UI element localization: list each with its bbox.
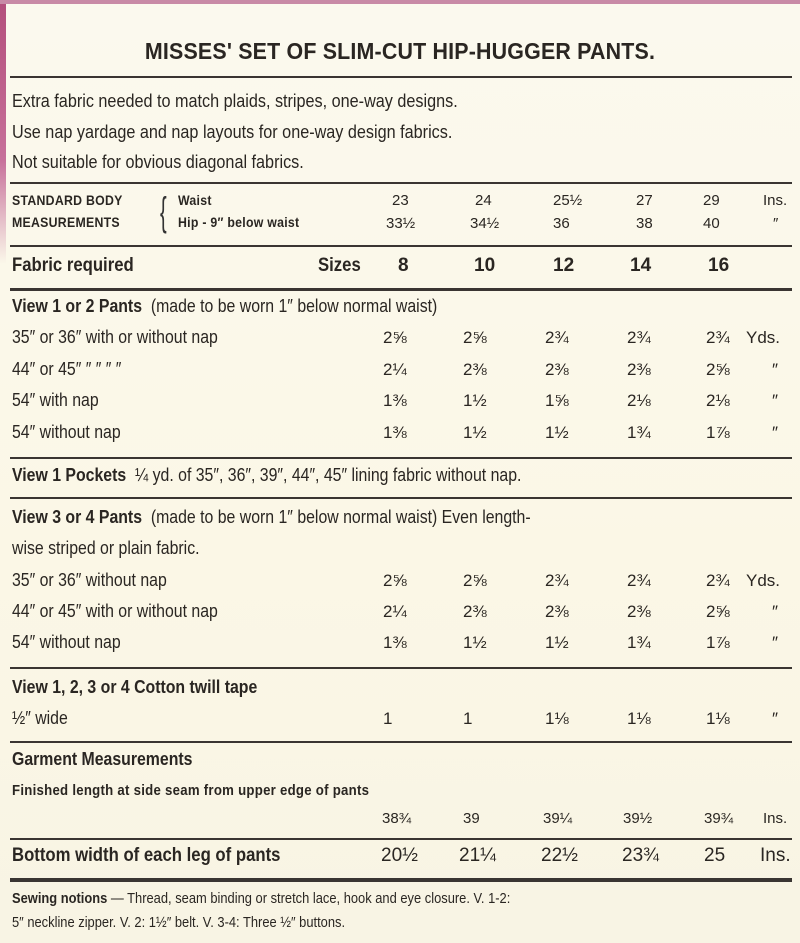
view12-r1-s8: 2⅝ <box>383 328 407 347</box>
view12-row-3-label: 54″ with nap <box>12 390 99 410</box>
view12-r2-s16: 2⅝ <box>706 360 730 379</box>
view12-r4-s8: 1⅜ <box>383 423 407 442</box>
notions-label: Sewing notions <box>12 890 108 907</box>
hip-size-14: 38 <box>636 215 653 232</box>
divider <box>10 838 792 840</box>
waist-size-12: 25½ <box>553 192 583 209</box>
view34-r3-s14: 1¾ <box>627 633 651 652</box>
fabric-required-label: Fabric required <box>12 255 134 276</box>
view34-r3-s16: 1⅞ <box>706 633 730 652</box>
hip-size-16: 40 <box>703 215 720 232</box>
twill-s12: 1⅛ <box>545 709 569 728</box>
view34-r2-s10: 2⅜ <box>463 602 487 621</box>
view34-r2-s14: 2⅜ <box>627 602 651 621</box>
view34-row-1-label: 35″ or 36″ without nap <box>12 570 167 590</box>
bottom-s8: 20½ <box>381 845 418 866</box>
bottom-width-label: Bottom width of each leg of pants <box>12 845 281 866</box>
view34-r2-s12: 2⅜ <box>545 602 569 621</box>
view12-row-4-label: 54″ without nap <box>12 422 121 442</box>
view34-r1-unit: Yds. <box>746 571 781 590</box>
sizes-label: Sizes <box>318 255 361 276</box>
view34-r3-s10: 1½ <box>463 633 487 652</box>
twill-s16: 1⅛ <box>706 709 730 728</box>
pockets-heading: View 1 Pockets <box>12 465 127 485</box>
view12-r3-s16: 2⅛ <box>706 391 730 410</box>
view34-note: (made to be worn 1″ below normal waist) Even length- <box>150 507 531 527</box>
twill-heading: View 1, 2, 3 or 4 Cotton twill tape <box>12 677 258 697</box>
hip-unit: ″ <box>773 215 779 232</box>
notions-line-2: 5″ neckline zipper. V. 2: 1½″ belt. V. 3-4: Three ½″ buttons. <box>12 914 346 931</box>
view12-row-2-label: 44″ or 45″ ″ ″ ″ ″ <box>12 359 122 379</box>
size-8: 8 <box>398 255 409 276</box>
brace-glyph: { <box>160 190 167 234</box>
view12-r1-s16: 2¾ <box>706 328 730 347</box>
view12-r2-s10: 2⅜ <box>463 360 487 379</box>
view12-r1-s10: 2⅝ <box>463 328 487 347</box>
bottom-s16: 25 <box>704 845 726 866</box>
view12-r1-s12: 2¾ <box>545 328 569 347</box>
garment-heading: Garment Measurements <box>12 749 193 769</box>
size-16: 16 <box>708 255 730 276</box>
divider <box>10 182 792 184</box>
twill-unit: ″ <box>772 709 779 728</box>
length-s16: 39¾ <box>704 810 734 827</box>
view12-r1-unit: Yds. <box>746 328 781 347</box>
bottom-unit: Ins. <box>760 845 791 866</box>
waist-label: Waist <box>178 192 212 208</box>
view34-r2-s16: 2⅝ <box>706 602 730 621</box>
hip-size-10: 34½ <box>470 215 500 232</box>
view12-r4-unit: ″ <box>772 423 779 442</box>
view34-r2-s8: 2¼ <box>383 602 407 621</box>
view12-r3-s12: 1⅝ <box>545 391 569 410</box>
notions-text-1: — Thread, seam binding or stretch lace, hook and eye closure. V. 1-2: <box>107 890 511 907</box>
notions-line-1 <box>12 890 591 907</box>
divider <box>10 497 792 499</box>
divider <box>10 76 792 78</box>
view12-r2-s8: 2¼ <box>383 360 407 379</box>
view12-r3-s10: 1½ <box>463 391 487 410</box>
length-s14: 39½ <box>623 810 653 827</box>
view12-r3-s8: 1⅜ <box>383 391 407 410</box>
view12-r2-s12: 2⅜ <box>545 360 569 379</box>
view34-r1-s16: 2¾ <box>706 571 730 590</box>
view34-row-2-label: 44″ or 45″ with or without nap <box>12 601 218 621</box>
length-s12: 39¼ <box>543 810 573 827</box>
pockets-text: ¼ yd. of 35″, 36″, 39″, 44″, 45″ lining fabric without nap. <box>134 465 522 485</box>
twill-s14: 1⅛ <box>627 709 651 728</box>
view12-note: (made to be worn 1″ below normal waist) <box>150 296 438 316</box>
bottom-s12: 22½ <box>541 845 578 866</box>
size-12: 12 <box>553 255 575 276</box>
page-edge <box>0 4 6 264</box>
page-title: MISSES' SET OF SLIM-CUT HIP-HUGGER PANTS. <box>144 38 656 64</box>
view12-r2-unit: ″ <box>772 360 779 379</box>
bottom-s14: 23¾ <box>622 845 659 866</box>
intro-line-3: Not suitable for obvious diagonal fabrics. <box>12 152 304 172</box>
view34-note-2: wise striped or plain fabric. <box>12 538 200 558</box>
divider <box>10 245 792 247</box>
divider <box>10 667 792 669</box>
divider <box>10 878 792 882</box>
divider <box>10 288 792 291</box>
waist-size-8: 23 <box>392 192 409 209</box>
view34-r1-s10: 2⅝ <box>463 571 487 590</box>
twill-s8: 1 <box>383 709 393 728</box>
view12-r4-s12: 1½ <box>545 423 569 442</box>
length-s10: 39 <box>463 810 480 827</box>
garment-sub: Finished length at side seam from upper edge of pants <box>12 782 370 799</box>
view34-r1-s12: 2¾ <box>545 571 569 590</box>
waist-size-16: 29 <box>703 192 720 209</box>
view12-r3-s14: 2⅛ <box>627 391 651 410</box>
waist-size-14: 27 <box>636 192 653 209</box>
view34-r2-unit: ″ <box>772 602 779 621</box>
view12-heading: View 1 or 2 Pants <box>12 296 143 316</box>
hip-size-12: 36 <box>553 215 570 232</box>
twill-row-label: ½″ wide <box>12 708 68 728</box>
bottom-s10: 21¼ <box>459 845 496 866</box>
length-unit: Ins. <box>763 810 788 827</box>
length-s8: 38¾ <box>382 810 412 827</box>
intro-line-2: Use nap yardage and nap layouts for one-way design fabrics. <box>12 122 453 142</box>
view34-r1-s8: 2⅝ <box>383 571 407 590</box>
view12-row-1-label: 35″ or 36″ with or without nap <box>12 327 218 347</box>
view34-r3-unit: ″ <box>772 633 779 652</box>
view12-r3-unit: ″ <box>772 391 779 410</box>
size-10: 10 <box>474 255 496 276</box>
view12-r1-s14: 2¾ <box>627 328 651 347</box>
view12-r2-s14: 2⅜ <box>627 360 651 379</box>
view34-row-3-label: 54″ without nap <box>12 632 121 652</box>
hip-label: Hip - 9″ below waist <box>178 214 300 230</box>
hip-size-8: 33½ <box>386 215 416 232</box>
view34-r3-s12: 1½ <box>545 633 569 652</box>
twill-s10: 1 <box>463 709 473 728</box>
divider <box>10 457 792 459</box>
divider <box>10 741 792 743</box>
view12-r4-s16: 1⅞ <box>706 423 730 442</box>
body-measurements-label-2: MEASUREMENTS <box>12 214 120 230</box>
view34-header <box>12 507 601 528</box>
view12-header <box>12 296 495 317</box>
waist-size-10: 24 <box>475 192 492 209</box>
intro-line-1: Extra fabric needed to match plaids, stripes, one-way designs. <box>12 91 458 111</box>
view12-r4-s14: 1¾ <box>627 423 651 442</box>
view34-heading: View 3 or 4 Pants <box>12 507 143 527</box>
view12-r4-s10: 1½ <box>463 423 487 442</box>
body-measurements-label-1: STANDARD BODY <box>12 192 123 208</box>
pockets-line <box>12 465 591 486</box>
view34-r1-s14: 2¾ <box>627 571 651 590</box>
view34-r3-s8: 1⅜ <box>383 633 407 652</box>
size-14: 14 <box>630 255 652 276</box>
waist-unit: Ins. <box>763 192 788 209</box>
